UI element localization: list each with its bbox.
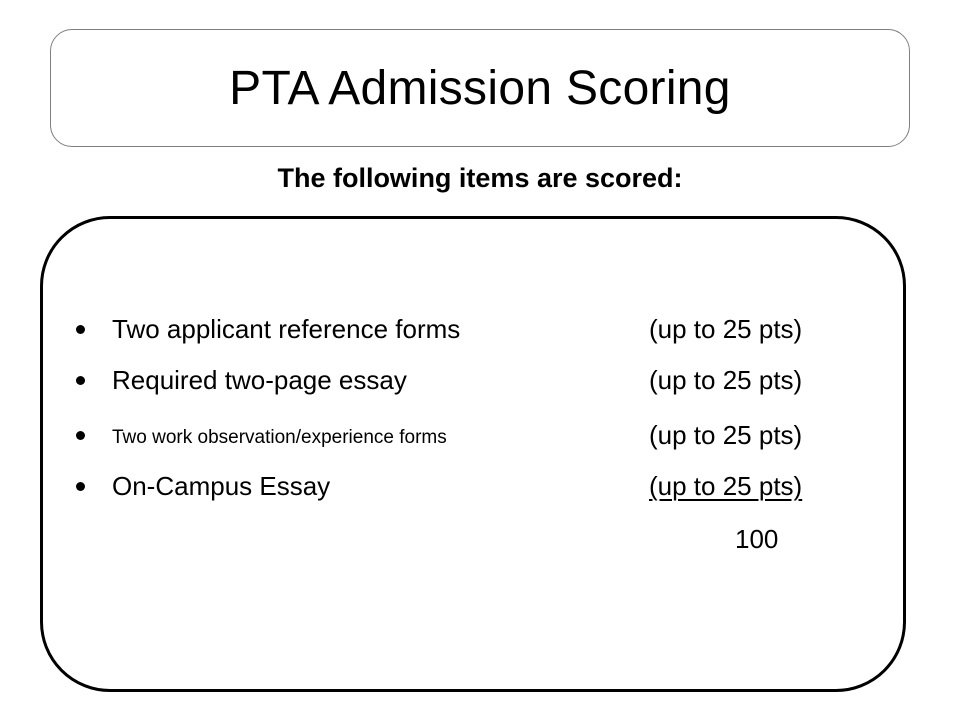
item-label: Two applicant reference forms <box>112 314 461 344</box>
bullet-icon <box>76 431 85 440</box>
list-item <box>43 466 909 506</box>
item-points: (up to 25 pts) <box>649 314 803 344</box>
list-item <box>43 309 909 349</box>
item-label: On-Campus Essay <box>112 471 331 501</box>
slide-title: PTA Admission Scoring <box>229 61 731 115</box>
scoring-list-box <box>40 216 906 692</box>
item-label: Required two-page essay <box>112 365 407 395</box>
bullet-icon <box>76 482 85 491</box>
bullet-icon <box>76 325 85 334</box>
item-points: (up to 25 pts) <box>649 420 803 450</box>
item-points: (up to 25 pts) <box>649 365 803 395</box>
total-points: 100 <box>735 524 779 554</box>
bullet-icon <box>76 376 85 385</box>
item-points: (up to 25 pts) <box>649 471 803 501</box>
list-item <box>43 360 909 400</box>
list-item <box>43 415 909 455</box>
title-box <box>50 29 910 147</box>
item-label: Two work observation/experience forms <box>112 427 447 448</box>
slide-subtitle: The following items are scored: <box>277 163 683 193</box>
